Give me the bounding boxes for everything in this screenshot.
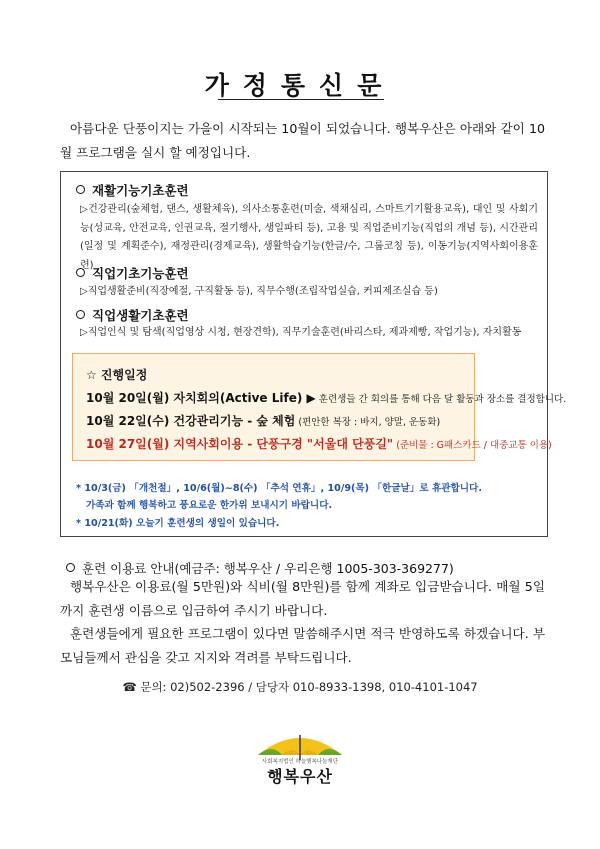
logo-name: 행복우산 xyxy=(267,767,333,786)
title-underline xyxy=(218,99,384,100)
fee-heading: 훈련 이용료 안내(예금주: 행복우산 / 우리은행 1005-303-369277) xyxy=(66,559,454,577)
schedule-row: 10월 22일(수) 건강관리기능 - 숲 체험 (편안한 복장 : 바지, 양말, 운동화) xyxy=(86,414,441,428)
schedule-row: 10월 27일(월) 지역사회이용 - 단풍구경 "서울대 단풍길" (준비물 : G패스카드 / 대중교통 이용) xyxy=(86,437,552,451)
intro-paragraph: 아름다운 단풍이지는 가을이 시작되는 10월이 되었습니다. 행복우산은 아래와 같이 10월 프로그램을 실시 할 예정입니다. xyxy=(60,121,545,160)
page-title: 가정통신문 xyxy=(204,71,396,100)
notice-greeting: 가족과 함께 행복하고 풍요로운 한가위 보내시기 바랍니다. xyxy=(86,500,333,511)
closing-paragraph: 훈련생들에게 필요한 프로그램이 있다면 말씀해주시면 적극 반영하도록 하겠습니다. 부모님들께서 관심을 갖고 지지와 격려를 부탁드립니다. xyxy=(60,626,545,665)
circle-bullet-icon xyxy=(76,185,85,194)
circle-bullet-icon xyxy=(76,310,85,319)
section-title-vocational-life: 직업생활기초훈련 xyxy=(76,306,189,324)
schedule-row: 10월 20일(월) 자치회의(Active Life) ▶ 훈련생들 간 회의를 통해 다음 달 활동과 장소를 결정합니다. xyxy=(86,391,567,405)
section-body-vocational-basic: ▷직업생활준비(직장예절, 구직활동 등), 직무수행(조립작업실습, 커피제조실습 등) xyxy=(80,286,438,297)
notice-birthday: * 10/21(화) 오늘기 훈련생의 생일이 있습니다. xyxy=(76,518,280,529)
contact-info: ☎ 문의: 02)502-2396 / 담당자 010-8933-1398, 010-4101-1047 xyxy=(122,680,478,694)
notice-holiday: * 10/3(금) 「개천절」, 10/6(월)~8(수) 「추석 연휴」, 10/9(목) 「한글날」로 휴관합니다. xyxy=(76,483,482,494)
section-title-rehab: 재활기능기초훈련 xyxy=(76,181,189,199)
circle-bullet-icon xyxy=(66,563,75,572)
section-title-vocational-basic: 직업기초기능훈련 xyxy=(76,264,189,282)
section-body-vocational-life: ▷직업인식 및 탐색(직업영상 시청, 현장견학), 직무기술훈련(바리스타, 제과제빵, 작업기능), 자치활동 xyxy=(80,327,522,338)
schedule-header: ☆ 진행일정 xyxy=(86,368,148,382)
foundation-name: 사회복지법인 하늘행복나눔재단 xyxy=(261,759,339,765)
fee-paragraph: 행복우산은 이용료(월 5만원)와 식비(월 8만원)를 함께 계좌로 입금받습니다. 매월 5일까지 훈련생 이름으로 입금하여 주시기 바랍니다. xyxy=(60,579,545,618)
section-body-rehab: ▷건강관리(숲체험, 댄스, 생활체육), 의사소통훈련(미술, 색채심리, 스마트기기활용교육), 대인 및 사회기능(성교육, 안전교육, 인권교육, 절기행사, 생일파티 등), 고용 및 직업준비기능(직업의 개념 등), 시간관리(일정 및 계획준수), 재정관리(경제교육), 생활학습기능(한글/수, 그룹코칭 등), 이동기능(지역사회이용훈련) xyxy=(80,204,538,271)
circle-bullet-icon xyxy=(76,268,85,277)
